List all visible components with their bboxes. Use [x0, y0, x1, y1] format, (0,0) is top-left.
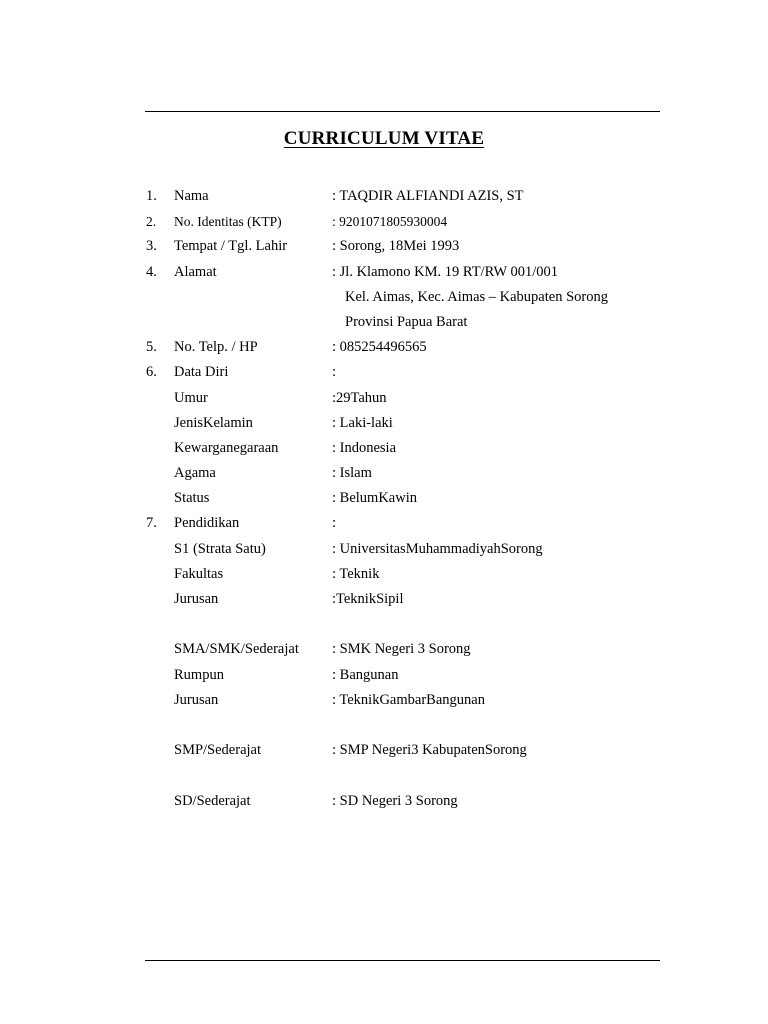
field-value: : SMK Negeri 3 Sorong [332, 641, 471, 658]
field-value: : SD Negeri 3 Sorong [332, 792, 458, 809]
field-row-data-diri [0, 360, 768, 385]
bottom-rule [145, 960, 660, 961]
field-value: : 085254496565 [332, 339, 427, 356]
field-label: Kewarganegaraan [174, 439, 279, 456]
document-title [0, 128, 768, 150]
document-title-text: CURRICULUM VITAE [283, 128, 485, 149]
field-label: JenisKelamin [174, 414, 253, 431]
field-row-kewarganegaraan [0, 436, 768, 461]
field-value: : SMP Negeri3 KabupatenSorong [332, 742, 527, 759]
row-number: 4. [146, 263, 157, 280]
field-value: :29Tahun [332, 389, 387, 406]
row-number: 5. [146, 339, 157, 356]
row-number: 1. [146, 188, 157, 204]
row-number: 6. [146, 364, 157, 381]
field-label: SMA/SMK/Sederajat [174, 641, 299, 658]
field-value: : Laki-laki [332, 414, 393, 431]
field-row-pendidikan [0, 511, 768, 536]
row-spacer [0, 763, 768, 788]
field-label: SD/Sederajat [174, 792, 251, 809]
field-label: Alamat [174, 263, 217, 280]
field-value: Kel. Aimas, Kec. Aimas – Kabupaten Sorong [345, 288, 608, 305]
field-label: Jurusan [174, 591, 219, 607]
field-row-sd [0, 789, 768, 814]
field-row-jurusan-s1 [0, 587, 768, 612]
field-row-no-telp [0, 335, 768, 360]
field-label: Jurusan [174, 691, 219, 708]
field-row-alamat [0, 260, 768, 285]
field-value: Provinsi Papua Barat [345, 313, 468, 330]
field-label: No. Telp. / HP [174, 339, 258, 356]
field-label: Data Diri [174, 364, 229, 381]
row-spacer [0, 612, 768, 637]
cv-fields [0, 184, 768, 814]
field-value: : 9201071805930004 [332, 214, 448, 230]
field-row-no-identitas [0, 209, 768, 234]
row-number: 2. [146, 214, 157, 230]
field-row-status [0, 486, 768, 511]
top-rule [145, 111, 660, 112]
field-label: Fakultas [174, 565, 224, 582]
field-row-jenis-kelamin [0, 411, 768, 436]
field-row-tempat-tgl-lahir [0, 234, 768, 259]
field-value: : [332, 515, 337, 532]
field-value: : Indonesia [332, 439, 397, 456]
field-label: Nama [174, 188, 209, 204]
field-label: No. Identitas (KTP) [174, 214, 282, 230]
field-value: : Sorong, 18Mei 1993 [332, 238, 460, 255]
field-value: : Bangunan [332, 666, 399, 683]
field-value: :TeknikSipil [332, 591, 404, 607]
field-row-jurusan-smk [0, 688, 768, 713]
field-label: Agama [174, 465, 216, 482]
row-number: 3. [146, 238, 157, 255]
field-row-nama [0, 184, 768, 209]
field-label: Status [174, 490, 210, 507]
field-value: : TAQDIR ALFIANDI AZIS, ST [332, 188, 524, 204]
field-value: : Islam [332, 465, 372, 482]
field-label: Umur [174, 389, 208, 406]
field-row-s1 [0, 537, 768, 562]
field-label: Tempat / Tgl. Lahir [174, 238, 288, 255]
row-number: 7. [146, 515, 157, 532]
field-row-rumpun [0, 663, 768, 688]
field-label: Pendidikan [174, 515, 240, 532]
field-label: S1 (Strata Satu) [174, 540, 266, 557]
field-value: : [332, 364, 337, 381]
field-value: : Jl. Klamono KM. 19 RT/RW 001/001 [332, 263, 559, 280]
row-spacer [0, 713, 768, 738]
field-row-umur [0, 386, 768, 411]
field-row-sma [0, 637, 768, 662]
field-label: Rumpun [174, 666, 224, 683]
field-value: : TeknikGambarBangunan [332, 691, 485, 708]
field-row-smp [0, 738, 768, 763]
field-value: : BelumKawin [332, 490, 417, 507]
field-value: : UniversitasMuhammadiyahSorong [332, 540, 543, 557]
field-label: SMP/Sederajat [174, 742, 261, 759]
field-value: : Teknik [332, 565, 380, 582]
field-row-alamat-line-2 [0, 285, 768, 310]
field-row-alamat-line-3 [0, 310, 768, 335]
field-row-agama [0, 461, 768, 486]
field-row-fakultas [0, 562, 768, 587]
